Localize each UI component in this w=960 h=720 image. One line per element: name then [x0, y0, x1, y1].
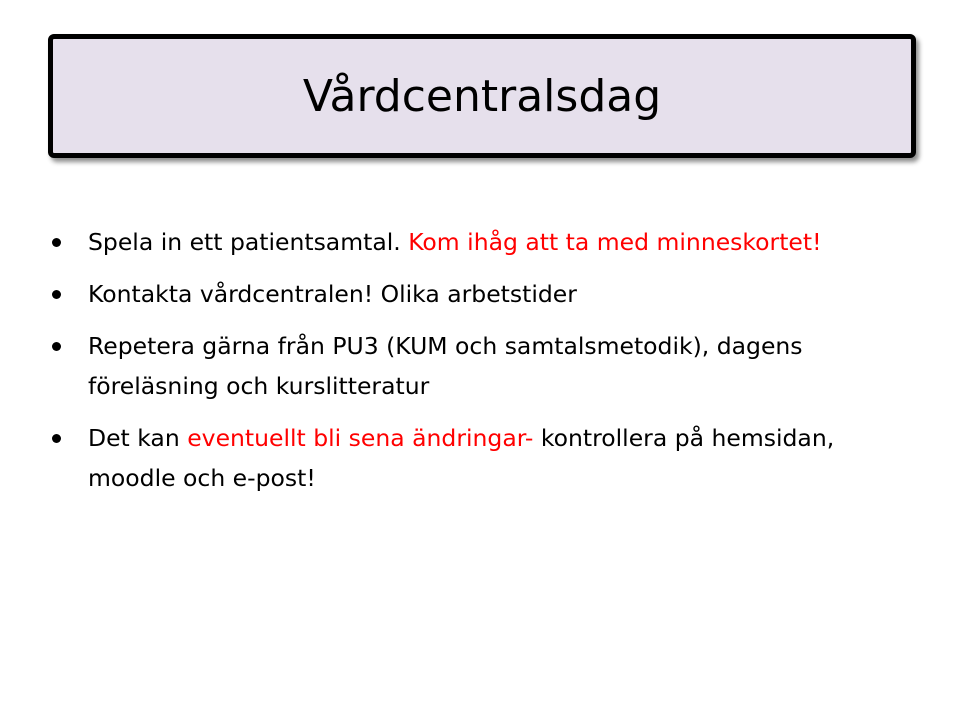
- bullet-dot-icon: [52, 434, 61, 443]
- bullet-dot-icon: [52, 238, 61, 247]
- slide-title: Vårdcentralsdag: [302, 70, 662, 122]
- bullet-highlight-text: Kom ihåg att ta med minneskortet!: [408, 228, 822, 256]
- bullet-text: Repetera gärna från PU3 (KUM och samtalsmetodik), dagens föreläsning och kurslitteratur: [88, 332, 803, 400]
- bullet-item: [48, 274, 908, 314]
- bullet-highlight-text: eventuellt bli sena ändringar-: [187, 424, 534, 452]
- bullet-item: [48, 418, 908, 498]
- bullet-list: [48, 222, 908, 510]
- bullet-item: [48, 222, 908, 262]
- bullet-dot-icon: [52, 290, 61, 299]
- bullet-text: Det kan: [88, 424, 188, 452]
- bullet-text: Spela in ett patientsamtal.: [88, 228, 409, 256]
- title-box: [48, 34, 916, 158]
- bullet-dot-icon: [52, 342, 61, 351]
- bullet-text: kontrollera på hemsidan, moodle och e-post!: [88, 424, 835, 492]
- bullet-text: Kontakta vårdcentralen! Olika arbetstider: [88, 280, 577, 308]
- bullet-item: [48, 326, 908, 406]
